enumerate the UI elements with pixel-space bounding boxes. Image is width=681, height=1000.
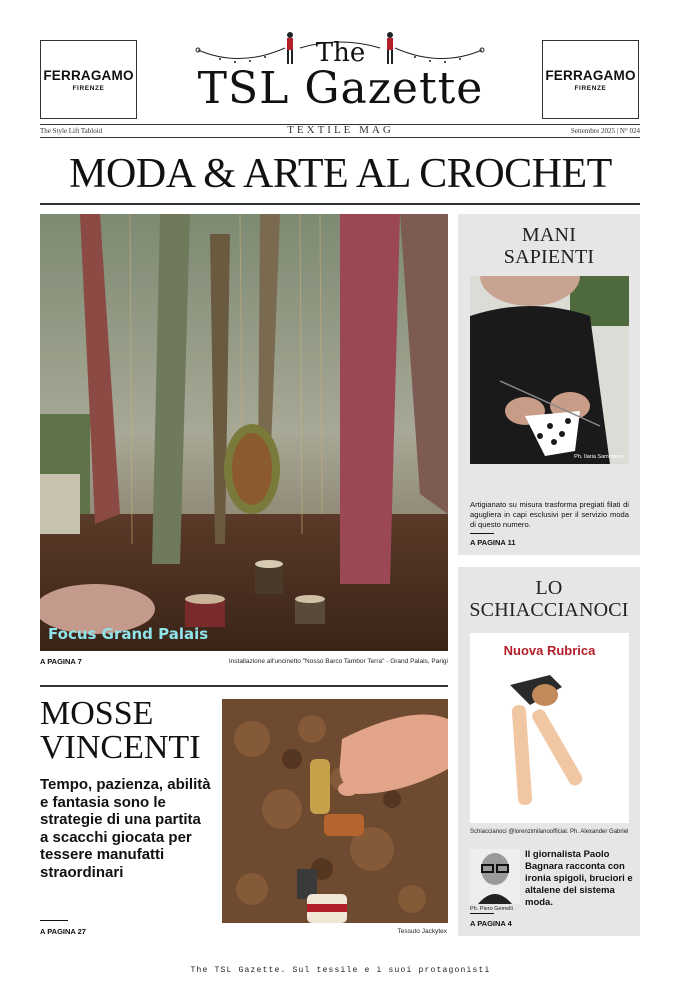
short-rule xyxy=(470,913,494,914)
ad-brand: FERRAGAMO xyxy=(43,67,134,83)
mosse-text: Tempo, pazienza, abilità e fantasia sono le strategie di una partita a scacchi giocata per tessere manufatti straordinari xyxy=(40,776,211,881)
page-ref[interactable]: A PAGINA 7 xyxy=(40,657,82,666)
short-rule xyxy=(470,533,494,534)
page-ref[interactable]: A PAGINA 4 xyxy=(470,919,512,928)
chess-textile-photo[interactable] xyxy=(222,699,448,923)
ad-city: FIRENZE xyxy=(72,84,105,92)
crochet-hands-photo[interactable] xyxy=(470,276,629,464)
author-portrait[interactable] xyxy=(470,849,520,904)
schiaccianoci-box xyxy=(458,567,640,936)
mosse-title-line2: VINCENTI xyxy=(40,729,201,766)
footer-tagline: The TSL Gazette. Sul tessile e i suoi protagonisti xyxy=(190,966,491,975)
schiaccianoci-title-line2: SCHIACCIANOCI xyxy=(469,599,629,621)
ad-brand: FERRAGAMO xyxy=(545,67,636,83)
portrait-credit: Ph. Piero Gemelli xyxy=(470,906,513,912)
mani-sapienti-title-line2: SAPIENTI xyxy=(503,246,595,268)
page-headline: MODA & ARTE AL CROCHET xyxy=(69,151,612,197)
rule xyxy=(40,203,640,205)
page-ref[interactable]: A PAGINA 11 xyxy=(470,538,516,547)
page-ref[interactable]: A PAGINA 27 xyxy=(40,927,86,936)
photo-overlay-label: Focus Grand Palais xyxy=(48,625,209,643)
mani-sapienti-text: Artigianato su misura trasforma pregiati filati di agugliera in capi esclusivi per il servizio moda di questo numero. xyxy=(470,500,629,529)
rule xyxy=(40,685,448,687)
masthead-title: TSL Gazette xyxy=(197,63,484,114)
photo-caption: Tessuto Jackytex xyxy=(397,928,447,935)
mosse-title xyxy=(40,697,201,765)
mani-sapienti-title-line1: MANI xyxy=(521,224,577,246)
tabloid-tagline: The Style Lift Tabloid xyxy=(40,127,103,135)
mosse-title-line1: MOSSE xyxy=(40,695,154,732)
photo-caption: Installazione all'uncinetto "Nosso Barco Tambor Terra" - Grand Palais, Parigi xyxy=(228,658,448,665)
nutcracker-caption: Schiaccianoci @lorenzimilanoofficial. Ph. Alexander Gabriel xyxy=(470,829,629,835)
issue-info: Settembre 2025 | N° 024 xyxy=(570,127,640,135)
nutcracker-photo[interactable] xyxy=(470,633,629,823)
nutcracker-icon xyxy=(490,665,620,820)
rule xyxy=(40,137,640,138)
mani-sapienti-box xyxy=(458,214,640,555)
photo-credit: Ph. Ilaria Sammarco xyxy=(574,454,624,460)
rubrica-label: Nuova Rubrica xyxy=(503,643,596,658)
short-rule xyxy=(40,920,68,921)
schiaccianoci-title-line1: LO xyxy=(535,577,563,599)
schiaccianoci-text: Il giornalista Paolo Bagnara racconta con ironia spigoli, bruciori e altalene del sistema moda. xyxy=(525,849,633,908)
section-label: TEXTILE MAG xyxy=(287,124,394,136)
main-photo-grand-palais[interactable] xyxy=(40,214,448,651)
ad-city: FIRENZE xyxy=(574,84,607,92)
masthead-the: The xyxy=(315,38,366,68)
